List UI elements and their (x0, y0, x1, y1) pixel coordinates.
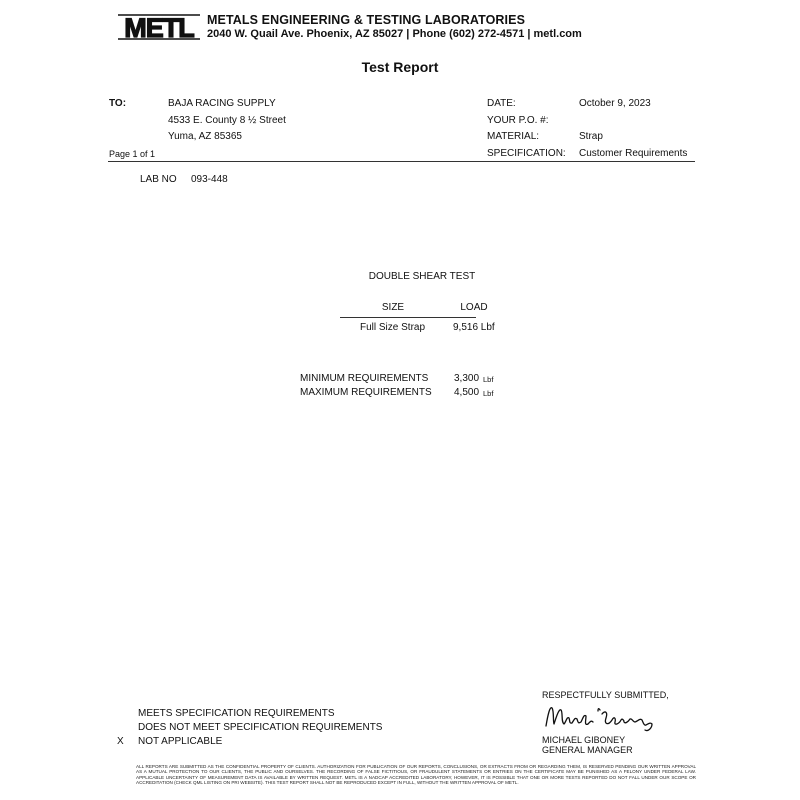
po-label: YOUR P.O. #: (487, 115, 549, 126)
compliance-does-not-meet: DOES NOT MEET SPECIFICATION REQUIREMENTS (138, 722, 383, 733)
specification-label: SPECIFICATION: (487, 148, 566, 159)
specification-value: Customer Requirements (579, 148, 688, 159)
metl-logo-mark (118, 13, 200, 41)
to-label: TO: (109, 98, 127, 109)
min-requirements-label: MINIMUM REQUIREMENTS (300, 373, 429, 384)
recipient-name: BAJA RACING SUPPLY (168, 98, 276, 109)
header-divider (108, 161, 695, 162)
metl-logo (118, 13, 200, 41)
max-requirements-label: MAXIMUM REQUIREMENTS (300, 387, 432, 398)
max-requirements-value: 4,500 (454, 387, 480, 398)
signatory-name: MICHAEL GIBONEY (542, 735, 626, 745)
compliance-not-applicable: NOT APPLICABLE (138, 736, 223, 747)
table-row-load: 9,516 Lbf (453, 322, 495, 333)
company-address: 2040 W. Quail Ave. Phoenix, AZ 85027 | Phone (602) 272-4571 | metl.com (207, 28, 582, 40)
lab-no-label: LAB NO (140, 174, 177, 185)
recipient-street: 4533 E. County 8 ½ Street (168, 115, 286, 126)
signatory-title: GENERAL MANAGER (542, 745, 633, 755)
compliance-mark-not-applicable: X (117, 736, 124, 747)
column-header-load: LOAD (460, 302, 488, 313)
min-requirements-value: 3,300 (454, 373, 480, 384)
report-title: Test Report (361, 59, 439, 75)
column-header-size: SIZE (381, 302, 405, 313)
max-requirements-unit: Lbf (483, 389, 494, 398)
respectfully-submitted: RESPECTFULLY SUBMITTED, (542, 690, 669, 700)
recipient-city: Yuma, AZ 85365 (168, 131, 242, 142)
date-label: DATE: (487, 98, 516, 109)
table-row-size: Full Size Strap (360, 322, 426, 333)
min-requirements-unit: Lbf (483, 375, 494, 384)
date-value: October 9, 2023 (579, 98, 651, 109)
legal-fine-print: ALL REPORTS ARE SUBMITTED AS THE CONFIDENTIAL PROPERTY OF CLIENTS. AUTHORIZATION FOR PUBLICATION OF OUR REPORTS, CONCLUSIONS, OR EXTRACTS FROM OR REGARDING THEM, IS RESERVED PENDING OUR WRITTEN APPROVAL AS A MUTUAL PROTECTION TO OUR CLIENTS, THE PUBLIC AND OURSELVES. THE RECORDING OF FALSE FICTITIOUS, OR FRAUDULENT STATEMENTS OR ENTRIES ON THE CERTIFICATE MAY BE PUNISHED AS A FELONY UNDER FEDERAL LAW. APPLICABLE UNCERTAINTY OF MEASUREMENT DATA IS AVAILABLE BY WRITTEN REQUEST. METL IS A NADCAP ACCREDITED LABORATORY, HOWEVER, IT IS POSSIBLE THAT ONE OR MORE TESTS REPORTED DO NOT FALL UNDER OUR SCOPE OR ACCREDITATION (CHECK QML LISTING ON PRI WEBSITE). THIS TEST REPORT SHALL NOT BE REPRODUCED EXCEPT IN FULL, WITHOUT THE WRITTEN APPROVAL OF METL. (136, 764, 696, 786)
test-title: DOUBLE SHEAR TEST (368, 271, 476, 282)
material-label: MATERIAL: (487, 131, 540, 142)
page-indicator: Page 1 of 1 (109, 149, 156, 159)
signature-icon (542, 700, 662, 734)
lab-no-value: 093-448 (191, 174, 228, 185)
table-header-rule (340, 317, 476, 318)
compliance-meets: MEETS SPECIFICATION REQUIREMENTS (138, 708, 335, 719)
material-value: Strap (579, 131, 603, 142)
company-name: METALS ENGINEERING & TESTING LABORATORIES (207, 13, 526, 27)
handwritten-signature (542, 700, 662, 734)
logo-text: METL (124, 13, 194, 41)
